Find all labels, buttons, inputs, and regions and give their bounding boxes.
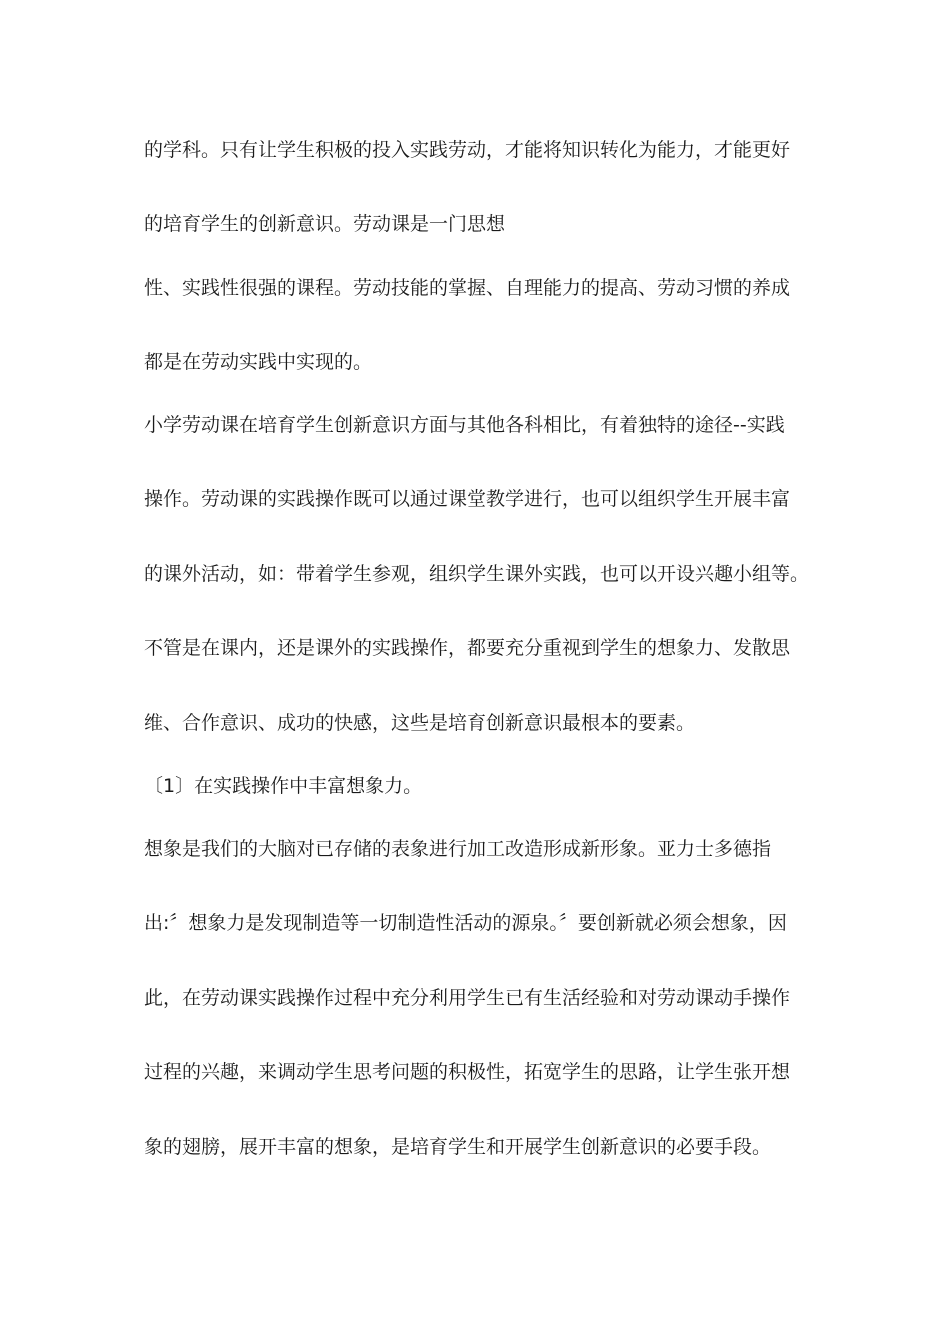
text-line-7: 的课外活动，如：带着学生参观，组织学生课外实践，也可以开设兴趣小组等。: [144, 563, 810, 585]
text-line-15: 象的翅膀，展开丰富的想象，是培育学生和开展学生创新意识的必要手段。: [144, 1136, 772, 1158]
text-line-5: 小学劳动课在培育学生创新意识方面与其他各科相比，有着独特的途径--实践: [144, 414, 785, 436]
text-line-1: 的学科。只有让学生积极的投入实践劳动，才能将知识转化为能力，才能更好: [144, 139, 791, 161]
text-line-8: 不管是在课内，还是课外的实践操作，都要充分重视到学生的想象力、发散思: [144, 637, 791, 659]
text-line-10: 〔1〕在实践操作中丰富想象力。: [144, 775, 423, 797]
text-line-9: 维、合作意识、成功的快感，这些是培育创新意识最根本的要素。: [144, 712, 696, 734]
text-line-13: 此，在劳动课实践操作过程中充分利用学生已有生活经验和对劳动课动手操作: [144, 987, 791, 1009]
text-line-3: 性、实践性很强的课程。劳动技能的掌握、自理能力的提高、劳动习惯的养成: [144, 277, 791, 299]
text-line-6: 操作。劳动课的实践操作既可以通过课堂教学进行，也可以组织学生开展丰富: [144, 488, 791, 510]
text-line-11: 想象是我们的大脑对已存储的表象进行加工改造形成新形象。亚力士多德指: [144, 838, 772, 860]
text-line-14: 过程的兴趣，来调动学生思考问题的积极性，拓宽学生的思路，让学生张开想: [144, 1061, 791, 1083]
text-line-12: 出:〞想象力是发现制造等一切制造性活动的源泉。〞要创新就必须会想象，因: [144, 912, 787, 934]
text-line-4: 都是在劳动实践中实现的。: [144, 351, 373, 373]
text-line-2: 的培育学生的创新意识。劳动课是一门思想: [144, 213, 506, 235]
